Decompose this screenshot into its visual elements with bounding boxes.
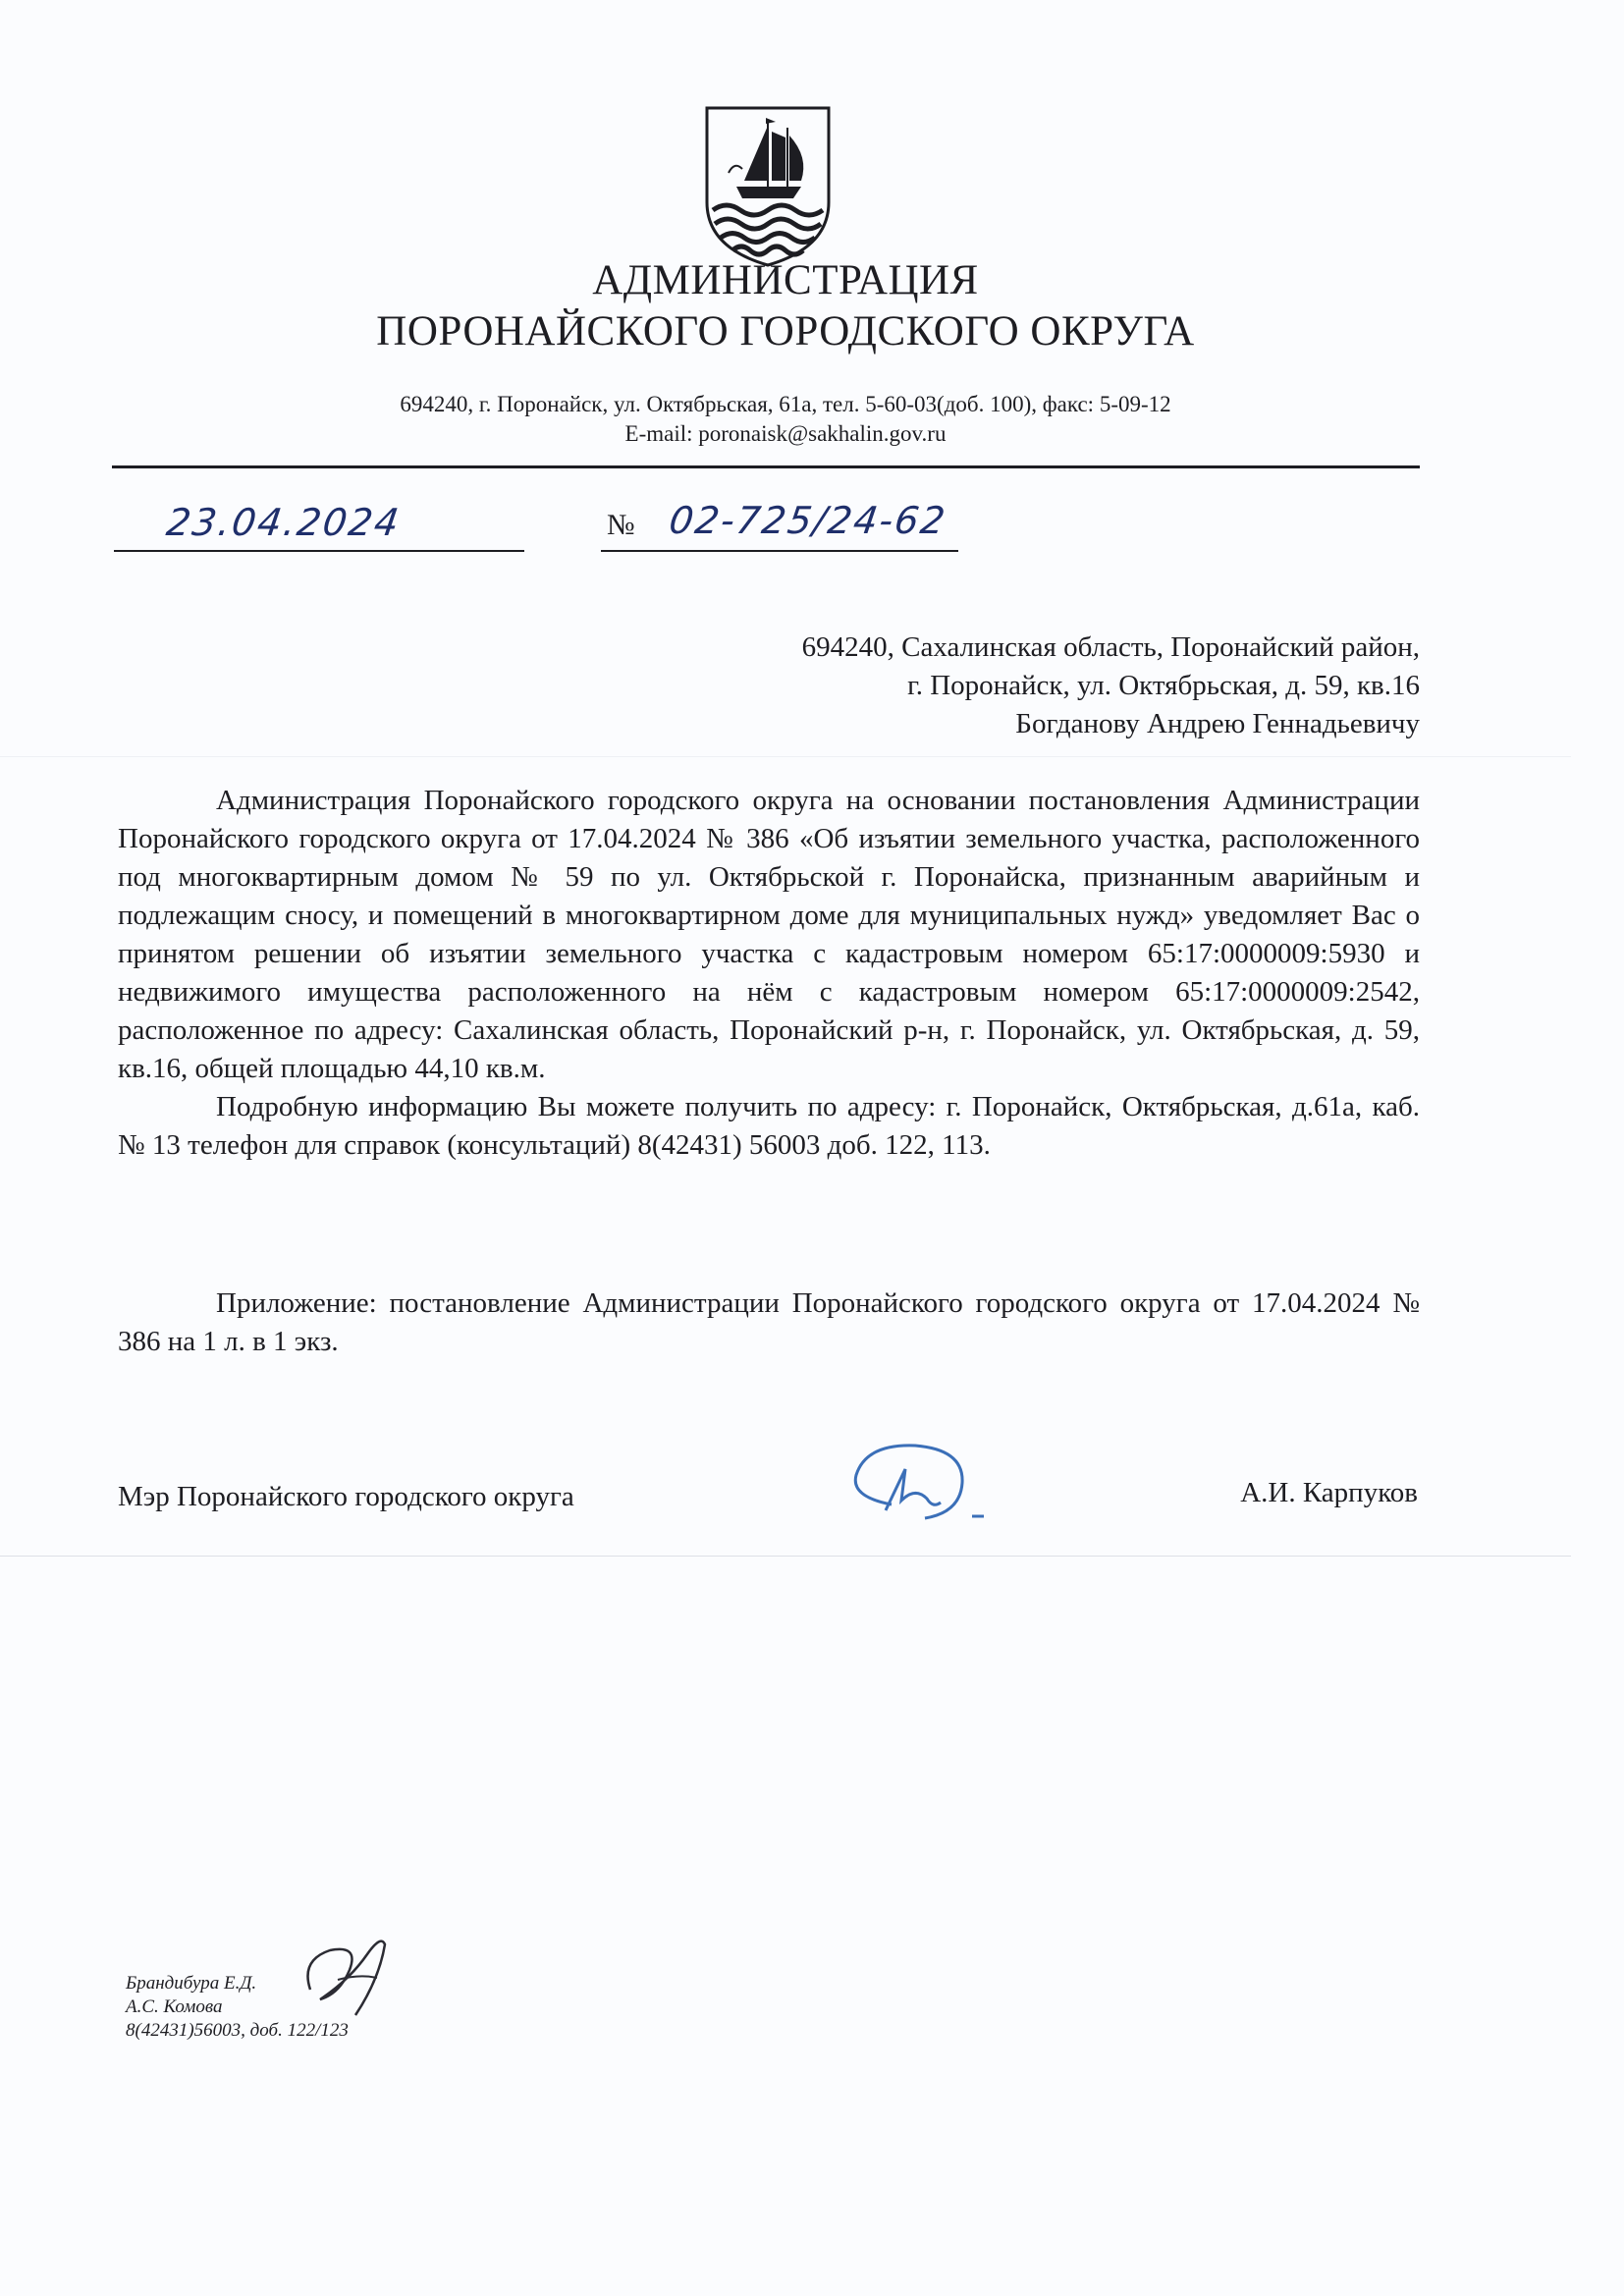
mayor-signature-image xyxy=(833,1436,990,1534)
scan-fold-line-upper xyxy=(0,756,1571,757)
executor-phone: 8(42431)56003, доб. 122/123 xyxy=(126,2020,349,2041)
header-divider xyxy=(112,465,1420,468)
body-paragraph-1: Администрация Поронайского городского округа на основании постановления Администрации Поронайского городского округа от 17.04.2024 № 386 «Об изъятии земельного участка, расположенного под многоквартирным домом № 59 по ул. Октябрьской г. Поронайска, признанным аварийным и подлежащим сносу, и помещений в многоквартирном доме для муниципальных нужд» уведомляет Вас о принятом решении об изъятии земельного участка с кадастровым номером 65:17:0000009:5930 и недвижимого имущества расположенного на нём с кадастровым номером 65:17:0000009:2542, расположенное по адресу: Сахалинская область, Поронайский р-н, г. Поронайск, ул. Октябрьская, д. 59, кв.16, общей площадью 44,10 кв.м. xyxy=(118,785,1420,1084)
letter-body xyxy=(118,782,1420,1165)
organization-address: 694240, г. Поронайск, ул. Октябрьская, 61а, тел. 5-60-03(доб. 100), факс: 5-09-12 xyxy=(400,392,1171,416)
addressee-block xyxy=(802,629,1420,743)
executor-1: Брандибура Е.Д. xyxy=(126,1973,257,1994)
signatory-position: Мэр Поронайского городского округа xyxy=(118,1481,574,1512)
organization-email: E-mail: poronaisk@sakhalin.gov.ru xyxy=(624,421,947,446)
addressee-line1: 694240, Сахалинская область, Поронайский район, xyxy=(801,631,1420,663)
outgoing-date: 23.04.2024 xyxy=(163,501,404,544)
organization-title-line2: ПОРОНАЙСКОГО ГОРОДСКОГО ОКРУГА xyxy=(376,308,1195,355)
executor-signature-image xyxy=(291,1921,399,2029)
outgoing-number: 02-725/24-62 xyxy=(666,499,949,542)
attachment-text: Приложение: постановление Администрации Поронайского городского округа от 17.04.2024 № 386 на 1 л. в 1 экз. xyxy=(118,1287,1420,1357)
attachment-note xyxy=(118,1285,1420,1361)
organization-title-line1: АДМИНИСТРАЦИЯ xyxy=(592,257,979,303)
addressee-line2: г. Поронайск, ул. Октябрьская, д. 59, кв.16 xyxy=(907,670,1420,701)
coat-of-arms-icon xyxy=(699,102,837,269)
number-sign: № xyxy=(607,509,635,541)
scan-fold-line xyxy=(0,1556,1571,1557)
executor-2: А.С. Комова xyxy=(126,1996,223,2017)
signatory-name: А.И. Карпуков xyxy=(1240,1477,1418,1508)
body-paragraph-2: Подробную информацию Вы можете получить по адресу: г. Поронайск, Октябрьская, д.61а, каб. № 13 телефон для справок (консультаций) 8(42431) 56003 доб. 122, 113. xyxy=(118,1091,1420,1161)
addressee-name: Богданову Андрею Геннадьевичу xyxy=(1015,708,1420,739)
